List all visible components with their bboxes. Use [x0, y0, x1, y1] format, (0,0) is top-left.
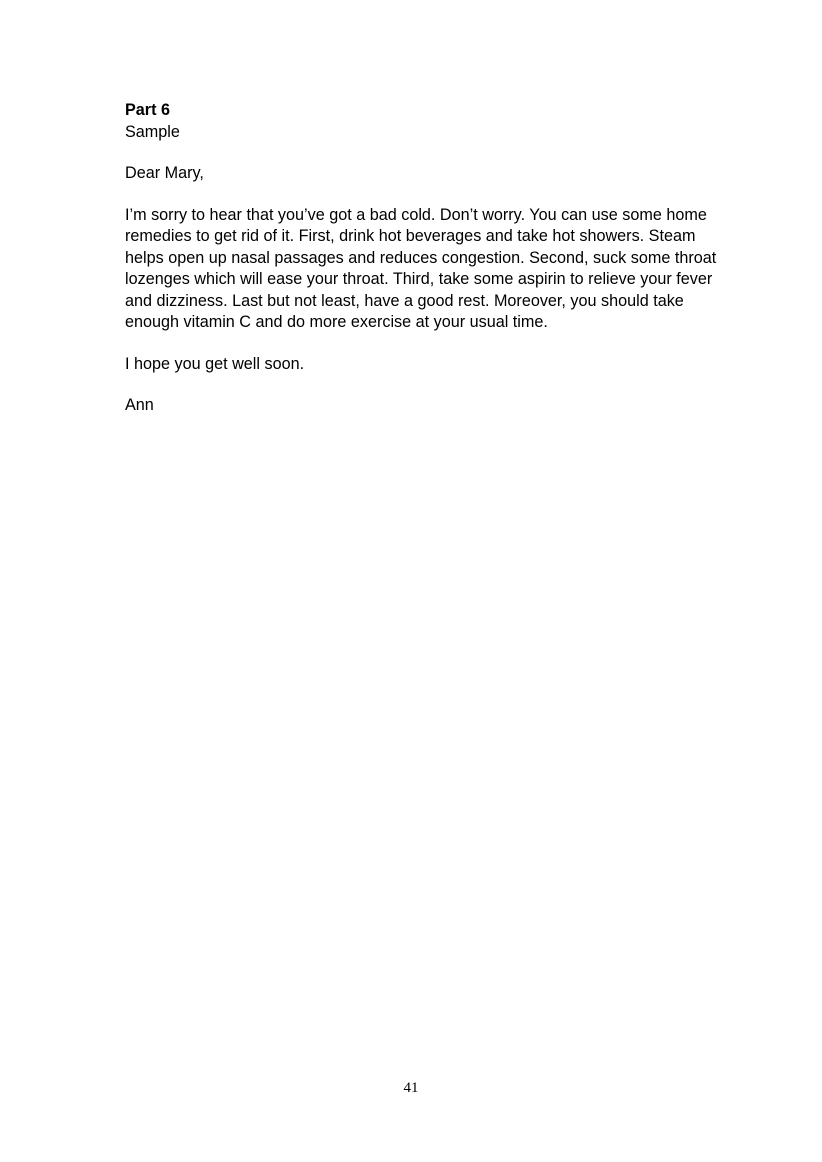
section-title: Part 6: [125, 101, 170, 119]
page-content: [125, 100, 725, 417]
section-subtitle: Sample: [125, 122, 180, 141]
letter-greeting: Dear Mary,: [125, 164, 204, 182]
letter-closing: I hope you get well soon.: [125, 354, 305, 373]
letter-body: I’m sorry to hear that you’ve got a bad cold. Don’t worry. You can use some home remedies to get rid of it. First, drink hot beverages and take hot showers. Steam helps open up nasal passages and reduces congestion. Second, suck some throat lozenges which will ease your throat. Third, take some aspirin to relieve your fever and dizziness. Last but not least, have a good rest. Moreover, you should take enough vitamin C and do more exercise at your usual time.: [125, 205, 717, 331]
page-number: 41: [403, 1080, 419, 1096]
letter-signature: Ann: [125, 396, 154, 414]
